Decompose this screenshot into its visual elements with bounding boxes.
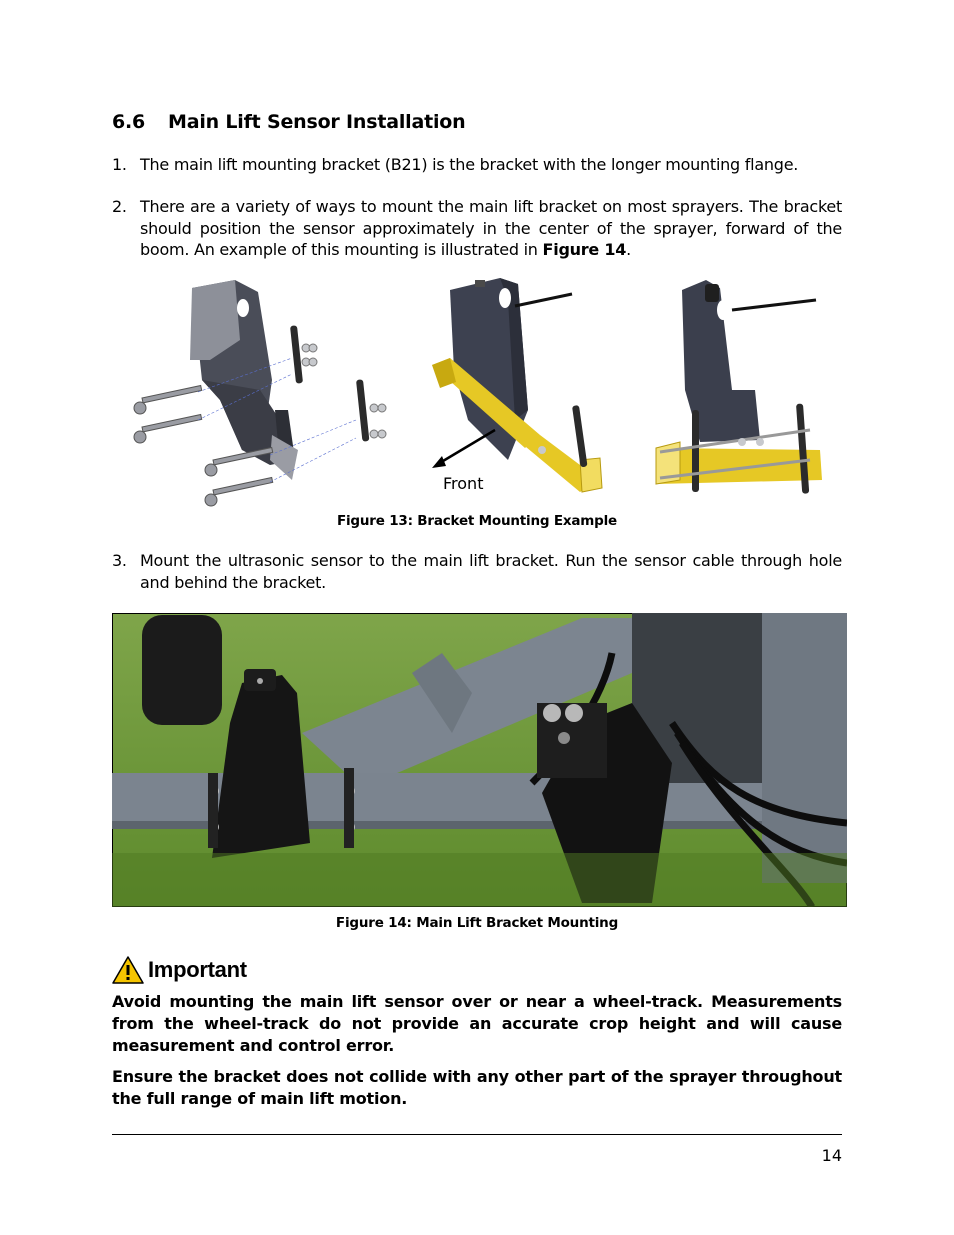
front-arrow-label: Front (443, 474, 484, 493)
page-number: 14 (821, 1146, 842, 1165)
exploded-bracket-view (134, 280, 386, 506)
footer-rule (112, 1134, 842, 1135)
step-2 (112, 196, 842, 261)
section-heading (112, 111, 465, 133)
figure-reference: Figure 14 (542, 240, 627, 259)
step-text: Mount the ultrasonic sensor to the main lift bracket. Run the sensor cable through hole and behind the bracket. (140, 551, 842, 592)
important-paragraph-1: Avoid mounting the main lift sensor over or near a wheel-track. Measurements from the wheel-track do not provide an accurate crop height and will cause measurement and control error. (112, 992, 842, 1055)
section-title: Main Lift Sensor Installation (168, 111, 466, 133)
step-text-part: . (626, 240, 631, 259)
step-number: 3. (112, 551, 127, 570)
step-1 (112, 154, 842, 176)
important-paragraph-2: Ensure the bracket does not collide with any other part of the sprayer throughout the full range of main lift motion. (112, 1067, 842, 1108)
figure-13-caption: Figure 13: Bracket Mounting Example (336, 513, 618, 529)
warning-triangle-icon (112, 955, 144, 985)
step-number: 2. (112, 197, 127, 216)
main-lift-bracket-photo (112, 613, 847, 907)
step-text: The main lift mounting bracket (B21) is the bracket with the longer mounting flange. (140, 155, 799, 174)
step-text (140, 196, 842, 261)
section-number: 6.6 (112, 111, 146, 133)
step-3 (112, 550, 842, 593)
step-text-part: There are a variety of ways to mount the main lift bracket on most sprayers. The bracket should position the sensor approximately in the center of the sprayer, forward of the boom. An example of this mounting is illustrated in (140, 197, 842, 259)
front-mount-view (656, 280, 822, 494)
figure-14-caption: Figure 14: Main Lift Bracket Mounting (335, 915, 619, 931)
important-title: Important (148, 957, 247, 982)
step-number: 1. (112, 155, 127, 174)
side-mount-view (432, 278, 602, 492)
important-header (112, 953, 247, 987)
